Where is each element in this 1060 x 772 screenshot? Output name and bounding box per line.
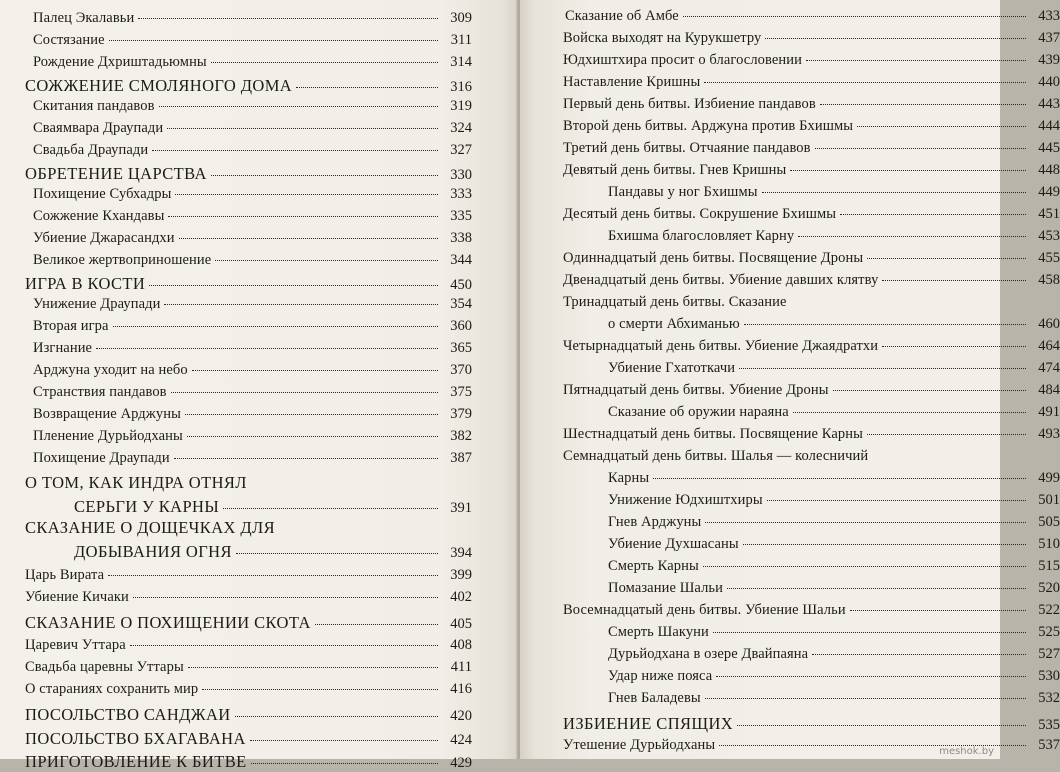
toc-entry: [563, 206, 1060, 223]
toc-entry-title: Десятый день битвы. Сокрушение Бхишмы: [563, 206, 837, 222]
toc-entry: [563, 714, 1060, 734]
toc-page-number: 360: [450, 318, 472, 334]
toc-page-number: 537: [1038, 737, 1060, 753]
dot-leader: [850, 610, 1026, 611]
toc-heading-line: [25, 473, 247, 493]
toc-entry-title: Пленение Дурьйодханы: [33, 428, 183, 444]
toc-page-number: 439: [1038, 52, 1060, 68]
dot-leader: [174, 458, 438, 459]
toc-entry-title: Смерть Карны: [608, 558, 699, 574]
toc-page-number: 433: [1038, 8, 1060, 24]
dot-leader: [857, 126, 1026, 127]
toc-entry: [563, 272, 1060, 289]
toc-entry-title: Вторая игра: [33, 318, 109, 334]
toc-page-number: 391: [450, 500, 472, 516]
dot-leader: [739, 368, 1026, 369]
toc-page-number: 510: [1038, 536, 1060, 552]
toc-page-number: 460: [1038, 316, 1060, 332]
toc-entry-title: Унижение Юдхиштхиры: [608, 492, 763, 508]
toc-entry-title: Сваямвара Драупади: [33, 120, 164, 136]
toc-page-number: 379: [450, 406, 472, 422]
right-page: [520, 0, 1060, 759]
toc-page-number: 527: [1038, 646, 1060, 662]
toc-page-number: 464: [1038, 338, 1060, 354]
toc-entry: [608, 228, 1060, 245]
toc-entry: [608, 646, 1060, 663]
toc-entry: [563, 74, 1060, 91]
dot-leader: [251, 763, 438, 764]
dot-leader: [882, 280, 1026, 281]
toc-entry-title: Третий день битвы. Отчаяние пандавов: [563, 140, 811, 156]
toc-entry: [563, 338, 1060, 355]
toc-entry-title: Второй день битвы. Арджуна против Бхишмы: [563, 118, 854, 134]
dot-leader: [713, 632, 1026, 633]
toc-page-number: 338: [450, 230, 472, 246]
toc-entry-title: Палец Экалавьи: [33, 10, 135, 26]
toc-entry-title: Восемнадцатый день битвы. Убиение Шальи: [563, 602, 846, 618]
dot-leader: [743, 544, 1026, 545]
toc-heading-text: СКАЗАНИЕ О ДОЩЕЧКАХ ДЛЯ: [25, 518, 276, 537]
dot-leader: [704, 82, 1026, 83]
dot-leader: [705, 522, 1026, 523]
toc-page-number: 382: [450, 428, 472, 444]
toc-page-number: 330: [450, 167, 472, 183]
toc-entry-title: ПОСОЛЬСТВО САНДЖАИ: [25, 705, 231, 724]
toc-entry-title: Удар ниже пояса: [608, 668, 713, 684]
toc-entry-title: ПРИГОТОВЛЕНИЕ К БИТВЕ: [25, 752, 247, 771]
toc-entry-title: Царевич Уттара: [25, 637, 126, 653]
toc-heading-line: [563, 448, 868, 465]
dot-leader: [653, 478, 1026, 479]
toc-entry: [33, 406, 472, 423]
toc-entry-title: Гнев Арджуны: [608, 514, 702, 530]
toc-page-number: 515: [1038, 558, 1060, 574]
toc-entry-title: Скитания пандавов: [33, 98, 155, 114]
toc-page-number: 314: [450, 54, 472, 70]
toc-page-number: 394: [450, 545, 472, 561]
toc-entry-title: Унижение Драупади: [33, 296, 161, 312]
toc-entry-title: Пандавы у ног Бхишмы: [608, 184, 758, 200]
toc-page-number: 501: [1038, 492, 1060, 508]
toc-entry: [608, 558, 1060, 575]
toc-entry-title: Бхишма благословляет Карну: [608, 228, 795, 244]
toc-page-number: 445: [1038, 140, 1060, 156]
toc-page-number: 530: [1038, 668, 1060, 684]
toc-entry: [563, 250, 1060, 267]
toc-entry-title: Шестнадцатый день битвы. Посвящение Карны: [563, 426, 863, 442]
toc-entry-title: Гнев Баладевы: [608, 690, 701, 706]
toc-entry: [74, 542, 472, 562]
toc-entry: [608, 492, 1060, 509]
toc-page-number: 458: [1038, 272, 1060, 288]
toc-page-number: 319: [450, 98, 472, 114]
toc-page-number: 499: [1038, 470, 1060, 486]
toc-entry: [25, 589, 472, 606]
toc-page-number: 444: [1038, 118, 1060, 134]
dot-leader: [806, 60, 1026, 61]
toc-entry-title: Дурьйодхана в озере Двайпаяна: [608, 646, 809, 662]
dot-leader: [793, 412, 1026, 413]
dot-leader: [762, 192, 1026, 193]
toc-entry-title: Наставление Кришны: [563, 74, 701, 90]
dot-leader: [716, 676, 1026, 677]
toc-entry: [25, 729, 472, 749]
toc-page-number: 491: [1038, 404, 1060, 420]
dot-leader: [815, 148, 1026, 149]
toc-entry-title: Девятый день битвы. Гнев Кришны: [563, 162, 787, 178]
toc-entry-title: ПОСОЛЬСТВО БХАГАВАНА: [25, 729, 246, 748]
toc-entry: [608, 316, 1060, 333]
dot-leader: [833, 390, 1026, 391]
dot-leader: [790, 170, 1026, 171]
toc-entry-title: Сказание об Амбе: [565, 8, 679, 24]
toc-heading-line: [563, 294, 787, 311]
dot-leader: [727, 588, 1026, 589]
toc-entry: [25, 567, 472, 584]
toc-entry-title: Сожжение Кхандавы: [33, 208, 165, 224]
dot-leader: [109, 40, 438, 41]
left-page: [0, 0, 518, 771]
toc-heading-line: [25, 518, 275, 538]
toc-entry: [74, 497, 472, 517]
toc-entry: [33, 142, 472, 159]
toc-entry: [563, 140, 1060, 157]
toc-page-number: 429: [450, 755, 472, 771]
toc-entry: [608, 668, 1060, 685]
dot-leader: [820, 104, 1026, 105]
toc-entry-title: Юдхиштхира просит о благословении: [563, 52, 802, 68]
toc-entry-title: Убиение Джарасандхи: [33, 230, 175, 246]
dot-leader: [296, 87, 438, 88]
toc-entry: [33, 296, 472, 313]
toc-entry-title: Свадьба царевны Уттары: [25, 659, 184, 675]
toc-entry: [33, 340, 472, 357]
dot-leader: [767, 500, 1026, 501]
dot-leader: [159, 106, 438, 107]
toc-page-number: 335: [450, 208, 472, 224]
toc-entry: [563, 162, 1060, 179]
dot-leader: [683, 16, 1026, 17]
toc-entry: [565, 8, 1060, 25]
toc-entry-title: ИГРА В КОСТИ: [25, 274, 146, 293]
dot-leader: [798, 236, 1026, 237]
toc-entry-title: Состязание: [33, 32, 105, 48]
toc-entry-title: ДОБЫВАНИЯ ОГНЯ: [74, 542, 232, 561]
toc-entry-title: Рождение Дхриштадьюмны: [33, 54, 207, 70]
toc-entry-title: СОЖЖЕНИЕ СМОЛЯНОГО ДОМА: [25, 76, 293, 95]
toc-entry-title: Странствия пандавов: [33, 384, 167, 400]
toc-entry: [33, 98, 472, 115]
toc-entry: [33, 186, 472, 203]
toc-entry-title: Войска выходят на Курукшетру: [563, 30, 762, 46]
toc-entry-title: Карны: [608, 470, 650, 486]
dot-leader: [705, 698, 1026, 699]
toc-entry-title: Царь Вирата: [25, 567, 105, 583]
toc-entry: [25, 681, 472, 698]
toc-entry: [25, 705, 472, 725]
dot-leader: [211, 175, 438, 176]
toc-entry: [33, 450, 472, 467]
toc-entry: [563, 30, 1060, 47]
toc-entry-title: Сказание об оружии нараяна: [608, 404, 789, 420]
dot-leader: [744, 324, 1026, 325]
toc-page-number: 535: [1038, 717, 1060, 733]
toc-entry: [608, 624, 1060, 641]
toc-page-number: 474: [1038, 360, 1060, 376]
toc-entry-title: Утешение Дурьйодханы: [563, 737, 716, 753]
toc-page-number: 309: [450, 10, 472, 26]
toc-entry: [25, 752, 472, 772]
dot-leader: [223, 508, 438, 509]
toc-page-number: 399: [450, 567, 472, 583]
toc-entry: [608, 580, 1060, 597]
toc-entry-title: Первый день битвы. Избиение пандавов: [563, 96, 816, 112]
toc-page-number: 324: [450, 120, 472, 136]
toc-entry: [25, 76, 472, 96]
toc-entry-title: Свадьба Драупади: [33, 142, 149, 158]
toc-entry-title: Пятнадцатый день битвы. Убиение Дроны: [563, 382, 829, 398]
toc-entry: [608, 184, 1060, 201]
toc-entry-title: Арджуна уходит на небо: [33, 362, 188, 378]
toc-page-number: 450: [450, 277, 472, 293]
toc-entry: [33, 120, 472, 137]
toc-entry: [33, 318, 472, 335]
toc-page-number: 316: [450, 79, 472, 95]
toc-page-number: 451: [1038, 206, 1060, 222]
toc-page-number: 405: [450, 616, 472, 632]
dot-leader: [765, 38, 1026, 39]
toc-page-number: 437: [1038, 30, 1060, 46]
toc-entry: [33, 384, 472, 401]
dot-leader: [185, 414, 438, 415]
toc-entry: [25, 613, 472, 633]
dot-leader: [149, 285, 438, 286]
toc-page-number: 448: [1038, 162, 1060, 178]
toc-entry: [608, 690, 1060, 707]
toc-entry-title: О стараниях сохранить мир: [25, 681, 199, 697]
toc-entry: [563, 382, 1060, 399]
toc-page-number: 453: [1038, 228, 1060, 244]
toc-entry-title: о смерти Абхиманью: [608, 316, 740, 332]
dot-leader: [812, 654, 1026, 655]
toc-entry-title: ИЗБИЕНИЕ СПЯЩИХ: [563, 714, 734, 733]
toc-heading-text: Тринадцатый день битвы. Сказание: [563, 294, 787, 310]
toc-page-number: 344: [450, 252, 472, 268]
dot-leader: [236, 553, 438, 554]
toc-page-number: 424: [450, 732, 472, 748]
dot-leader: [840, 214, 1026, 215]
dot-leader: [192, 370, 438, 371]
toc-entry: [25, 274, 472, 294]
dot-leader: [152, 150, 438, 151]
dot-leader: [133, 597, 438, 598]
toc-page-number: 327: [450, 142, 472, 158]
toc-page-number: 420: [450, 708, 472, 724]
toc-entry: [608, 360, 1060, 377]
toc-entry-title: Убиение Духшасаны: [608, 536, 739, 552]
toc-entry-title: Помазание Шальи: [608, 580, 724, 596]
toc-page-number: 365: [450, 340, 472, 356]
toc-entry: [33, 252, 472, 269]
toc-entry-title: Похищение Субхадры: [33, 186, 172, 202]
dot-leader: [171, 392, 438, 393]
toc-entry: [608, 404, 1060, 421]
toc-entry-title: Смерть Шакуни: [608, 624, 709, 640]
dot-leader: [235, 716, 438, 717]
toc-page-number: 354: [450, 296, 472, 312]
toc-page-number: 484: [1038, 382, 1060, 398]
dot-leader: [96, 348, 438, 349]
toc-page-number: 440: [1038, 74, 1060, 90]
toc-page-number: 411: [450, 659, 472, 675]
toc-page-number: 505: [1038, 514, 1060, 530]
toc-entry: [33, 32, 472, 49]
toc-page-number: 455: [1038, 250, 1060, 266]
toc-entry-title: Двенадцатый день битвы. Убиение давших клятву: [563, 272, 879, 288]
toc-page-number: 443: [1038, 96, 1060, 112]
toc-entry: [33, 208, 472, 225]
dot-leader: [703, 566, 1026, 567]
toc-entry-title: Великое жертвоприношение: [33, 252, 212, 268]
dot-leader: [202, 689, 438, 690]
dot-leader: [175, 194, 438, 195]
toc-entry: [33, 54, 472, 71]
toc-entry: [608, 470, 1060, 487]
toc-entry: [608, 514, 1060, 531]
dot-leader: [867, 434, 1026, 435]
toc-entry: [608, 536, 1060, 553]
dot-leader: [167, 128, 438, 129]
toc-entry-title: Возвращение Арджуны: [33, 406, 181, 422]
dot-leader: [867, 258, 1026, 259]
dot-leader: [168, 216, 438, 217]
toc-page-number: 402: [450, 589, 472, 605]
toc-entry: [33, 428, 472, 445]
toc-page-number: 520: [1038, 580, 1060, 596]
toc-entry-title: Изгнание: [33, 340, 93, 356]
toc-heading-text: О ТОМ, КАК ИНДРА ОТНЯЛ: [25, 473, 247, 492]
toc-entry: [25, 164, 472, 184]
toc-entry-title: Убиение Кичаки: [25, 589, 129, 605]
toc-entry: [33, 362, 472, 379]
toc-entry-title: СКАЗАНИЕ О ПОХИЩЕНИИ СКОТА: [25, 613, 311, 632]
toc-page-number: 408: [450, 637, 472, 653]
dot-leader: [250, 740, 438, 741]
dot-leader: [211, 62, 438, 63]
dot-leader: [108, 575, 438, 576]
toc-entry: [33, 10, 472, 27]
dot-leader: [164, 304, 438, 305]
toc-page-number: 333: [450, 186, 472, 202]
toc-entry: [563, 602, 1060, 619]
dot-leader: [882, 346, 1026, 347]
toc-page-number: 493: [1038, 426, 1060, 442]
dot-leader: [113, 326, 438, 327]
toc-entry-title: Четырнадцатый день битвы. Убиение Джаядратхи: [563, 338, 879, 354]
toc-entry: [563, 52, 1060, 69]
toc-entry: [25, 659, 472, 676]
toc-entry-title: СЕРЬГИ У КАРНЫ: [74, 497, 220, 516]
dot-leader: [138, 18, 438, 19]
toc-page-number: 387: [450, 450, 472, 466]
toc-entry: [563, 118, 1060, 135]
toc-page-number: 416: [450, 681, 472, 697]
toc-page-number: 522: [1038, 602, 1060, 618]
toc-entry: [33, 230, 472, 247]
toc-page-number: 370: [450, 362, 472, 378]
toc-entry: [563, 96, 1060, 113]
dot-leader: [179, 238, 438, 239]
toc-page-number: 375: [450, 384, 472, 400]
toc-entry: [563, 426, 1060, 443]
toc-entry-title: Убиение Гхатоткачи: [608, 360, 736, 376]
dot-leader: [737, 725, 1026, 726]
toc-page-number: 311: [450, 32, 472, 48]
toc-page-number: 525: [1038, 624, 1060, 640]
dot-leader: [315, 624, 438, 625]
toc-page-number: 532: [1038, 690, 1060, 706]
toc-entry-title: ОБРЕТЕНИЕ ЦАРСТВА: [25, 164, 207, 183]
toc-entry-title: Похищение Драупади: [33, 450, 170, 466]
toc-page-number: 449: [1038, 184, 1060, 200]
dot-leader: [187, 436, 438, 437]
toc-entry-title: Одиннадцатый день битвы. Посвящение Дроны: [563, 250, 864, 266]
toc-heading-text: Семнадцатый день битвы. Шалья — колесничий: [563, 448, 869, 464]
dot-leader: [188, 667, 438, 668]
dot-leader: [215, 260, 438, 261]
watermark: meshok.by: [939, 746, 994, 757]
dot-leader: [130, 645, 438, 646]
toc-entry: [25, 637, 472, 654]
